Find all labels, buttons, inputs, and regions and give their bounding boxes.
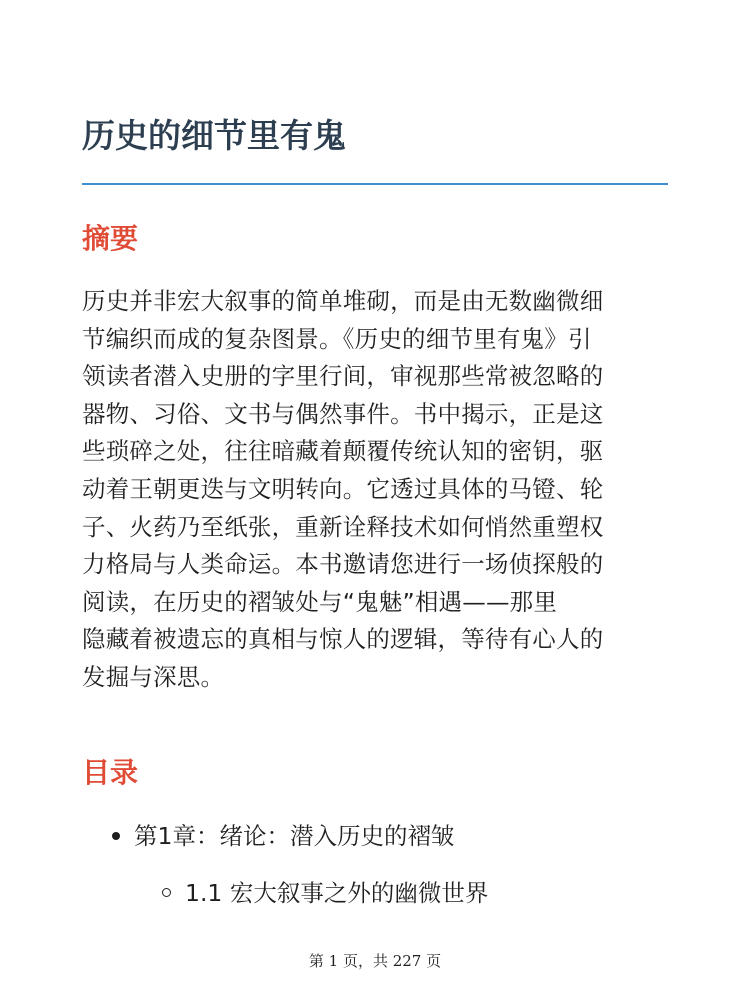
page-footer bbox=[0, 950, 750, 971]
summary-line: 动着王朝更迭与文明转向。它透过具体的马镫、轮 bbox=[82, 474, 604, 503]
toc-item-section-1-1[interactable] bbox=[162, 879, 488, 907]
footer-middle: 页，共 bbox=[338, 952, 393, 970]
page-title: 历史的细节里有鬼 bbox=[82, 116, 346, 155]
summary-line: 子、火药乃至纸张，重新诠释技术如何悄然重塑权 bbox=[82, 512, 604, 541]
summary-line: 节编织而成的复杂图景。《历史的细节里有鬼》引 bbox=[82, 324, 592, 353]
summary-line: 领读者潜入史册的字里行间，审视那些常被忽略的 bbox=[82, 362, 604, 391]
current-page-number: 1 bbox=[328, 952, 339, 970]
bullet-circle-icon bbox=[162, 888, 171, 897]
toc-item-chapter-1[interactable] bbox=[112, 822, 454, 850]
toc-item-label: 1.1 宏大叙事之外的幽微世界 bbox=[185, 879, 489, 907]
summary-line: 隐藏着被遗忘的真相与惊人的逻辑，等待有心人的 bbox=[82, 625, 604, 654]
summary-line: 历史并非宏大叙事的简单堆砌，而是由无数幽微细 bbox=[82, 287, 604, 315]
summary-paragraph bbox=[82, 283, 682, 697]
summary-line: 力格局与人类命运。本书邀请您进行一场侦探般的 bbox=[82, 550, 604, 579]
summary-line: 些琐碎之处，往往暗藏着颠覆传统认知的密钥，驱 bbox=[82, 437, 604, 466]
toc-heading: 目录 bbox=[82, 756, 139, 789]
footer-suffix: 页 bbox=[421, 952, 442, 970]
bullet-disc-icon bbox=[112, 832, 120, 840]
footer-prefix: 第 bbox=[308, 952, 329, 970]
summary-line: 器物、习俗、文书与偶然事件。书中揭示，正是这 bbox=[82, 399, 604, 428]
total-page-count: 227 bbox=[392, 952, 422, 970]
toc-item-label: 第1章：绪论：潜入历史的褶皱 bbox=[134, 822, 455, 850]
summary-line: 阅读，在历史的褶皱处与“鬼魅”相遇——那里 bbox=[82, 587, 558, 616]
summary-heading: 摘要 bbox=[82, 222, 139, 255]
summary-line: 发掘与深思。 bbox=[82, 662, 225, 691]
title-divider bbox=[82, 183, 668, 185]
